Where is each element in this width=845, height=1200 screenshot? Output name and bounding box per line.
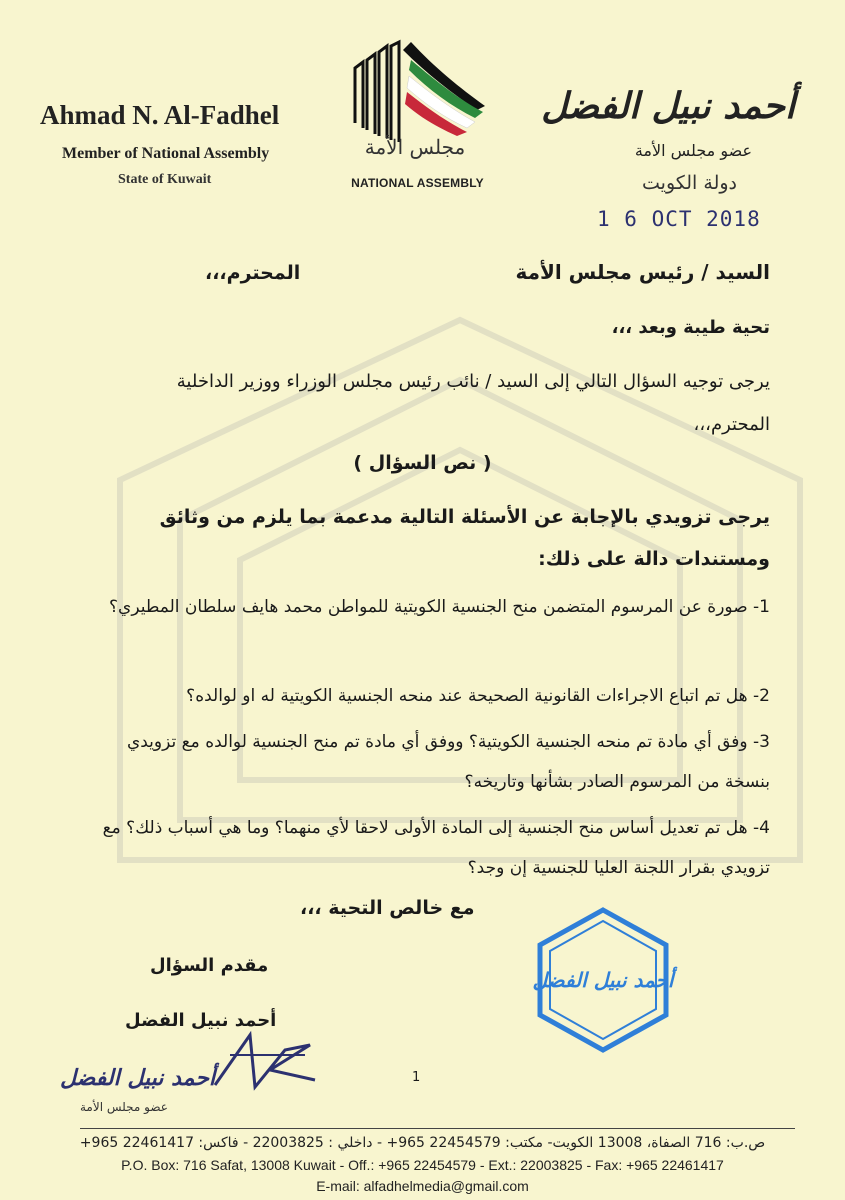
- state-english: State of Kuwait: [118, 172, 212, 187]
- member-role-english: Member of National Assembly: [62, 145, 270, 162]
- greeting: تحية طيبة وبعد ،،،: [611, 317, 770, 338]
- question-item: 3- وفق أي مادة تم منحه الجنسية الكويتية؟ ووفق أي مادة تم منح الجنسية لوالده مع تزويدي بنسخة من المرسوم الصادر بشأنها وتاريخه؟: [126, 732, 770, 792]
- member-role-arabic: عضو مجلس الأمة: [634, 141, 752, 160]
- member-name-english: Ahmad N. Al-Fadhel: [40, 100, 280, 130]
- stamp-text: أحمد نبيل الفضل: [532, 968, 674, 992]
- question-item: 1- صورة عن المرسوم المتضمن منح الجنسية الكويتية للمواطن محمد هايف سلطان المطيري؟: [109, 597, 770, 617]
- national-assembly-logo: [345, 38, 485, 193]
- handwritten-signature: [210, 1025, 320, 1095]
- official-stamp: [528, 905, 678, 1055]
- addressee: السيد / رئيس مجلس الأمة: [515, 260, 770, 284]
- footer-divider: [80, 1128, 795, 1129]
- signer-name: أحمد نبيل الفضل: [125, 1010, 277, 1031]
- footer-signature-name: أحمد نبيل الفضل: [60, 1065, 216, 1091]
- state-arabic: دولة الكويت: [642, 172, 737, 194]
- date-stamp: 1 6 OCT 2018: [597, 207, 761, 231]
- submitter-label: مقدم السؤال: [150, 955, 269, 976]
- question-item: 4- هل تم تعديل أساس منح الجنسية إلى المادة الأولى لاحقا لأي منهما؟ وما هي أسباب ذلك؟ مع تزويدي بقرار اللجنة العليا للجنسية إن وجد؟: [102, 818, 770, 878]
- footer-contact-arabic: ص.ب: 716 الصفاة، 13008 الكويت- مكتب: 22454579 965+ - داخلي : 22003825 - فاكس: 22461417 965+: [79, 1135, 766, 1151]
- closing: مع خالص التحية ،،،: [300, 897, 475, 919]
- addressee-honorific: المحترم،،،: [205, 262, 301, 284]
- footer-email: E-mail: alfadhelmedia@gmail.com: [316, 1178, 529, 1194]
- member-name-arabic: أحمد نبيل الفضل: [541, 85, 795, 127]
- question-title: ( نص السؤال ): [353, 452, 492, 474]
- request-paragraph: يرجى توجيه السؤال التالي إلى السيد / نائب رئيس مجلس الوزراء ووزير الداخلية المحترم،،،: [176, 371, 770, 435]
- logo-english-text: NATIONAL ASSEMBLY: [351, 176, 484, 190]
- question-intro: يرجى تزويدي بالإجابة عن الأسئلة التالية مدعمة بما يلزم من وثائق ومستندات دالة على ذلك:: [159, 506, 770, 570]
- question-item: 2- هل تم اتباع الاجراءات القانونية الصحيحة عند منحه الجنسية الكويتية له او لوالده؟: [186, 686, 770, 706]
- footer-contact-english: P.O. Box: 716 Safat, 13008 Kuwait - Off.: +965 22454579 - Ext.: 22003825 - Fax: +965 22461417: [121, 1157, 724, 1173]
- footer-signature-role: عضو مجلس الأمة: [80, 1100, 168, 1114]
- logo-arabic-text: مجلس الأمة: [364, 135, 466, 159]
- page-number: 1: [412, 1070, 421, 1085]
